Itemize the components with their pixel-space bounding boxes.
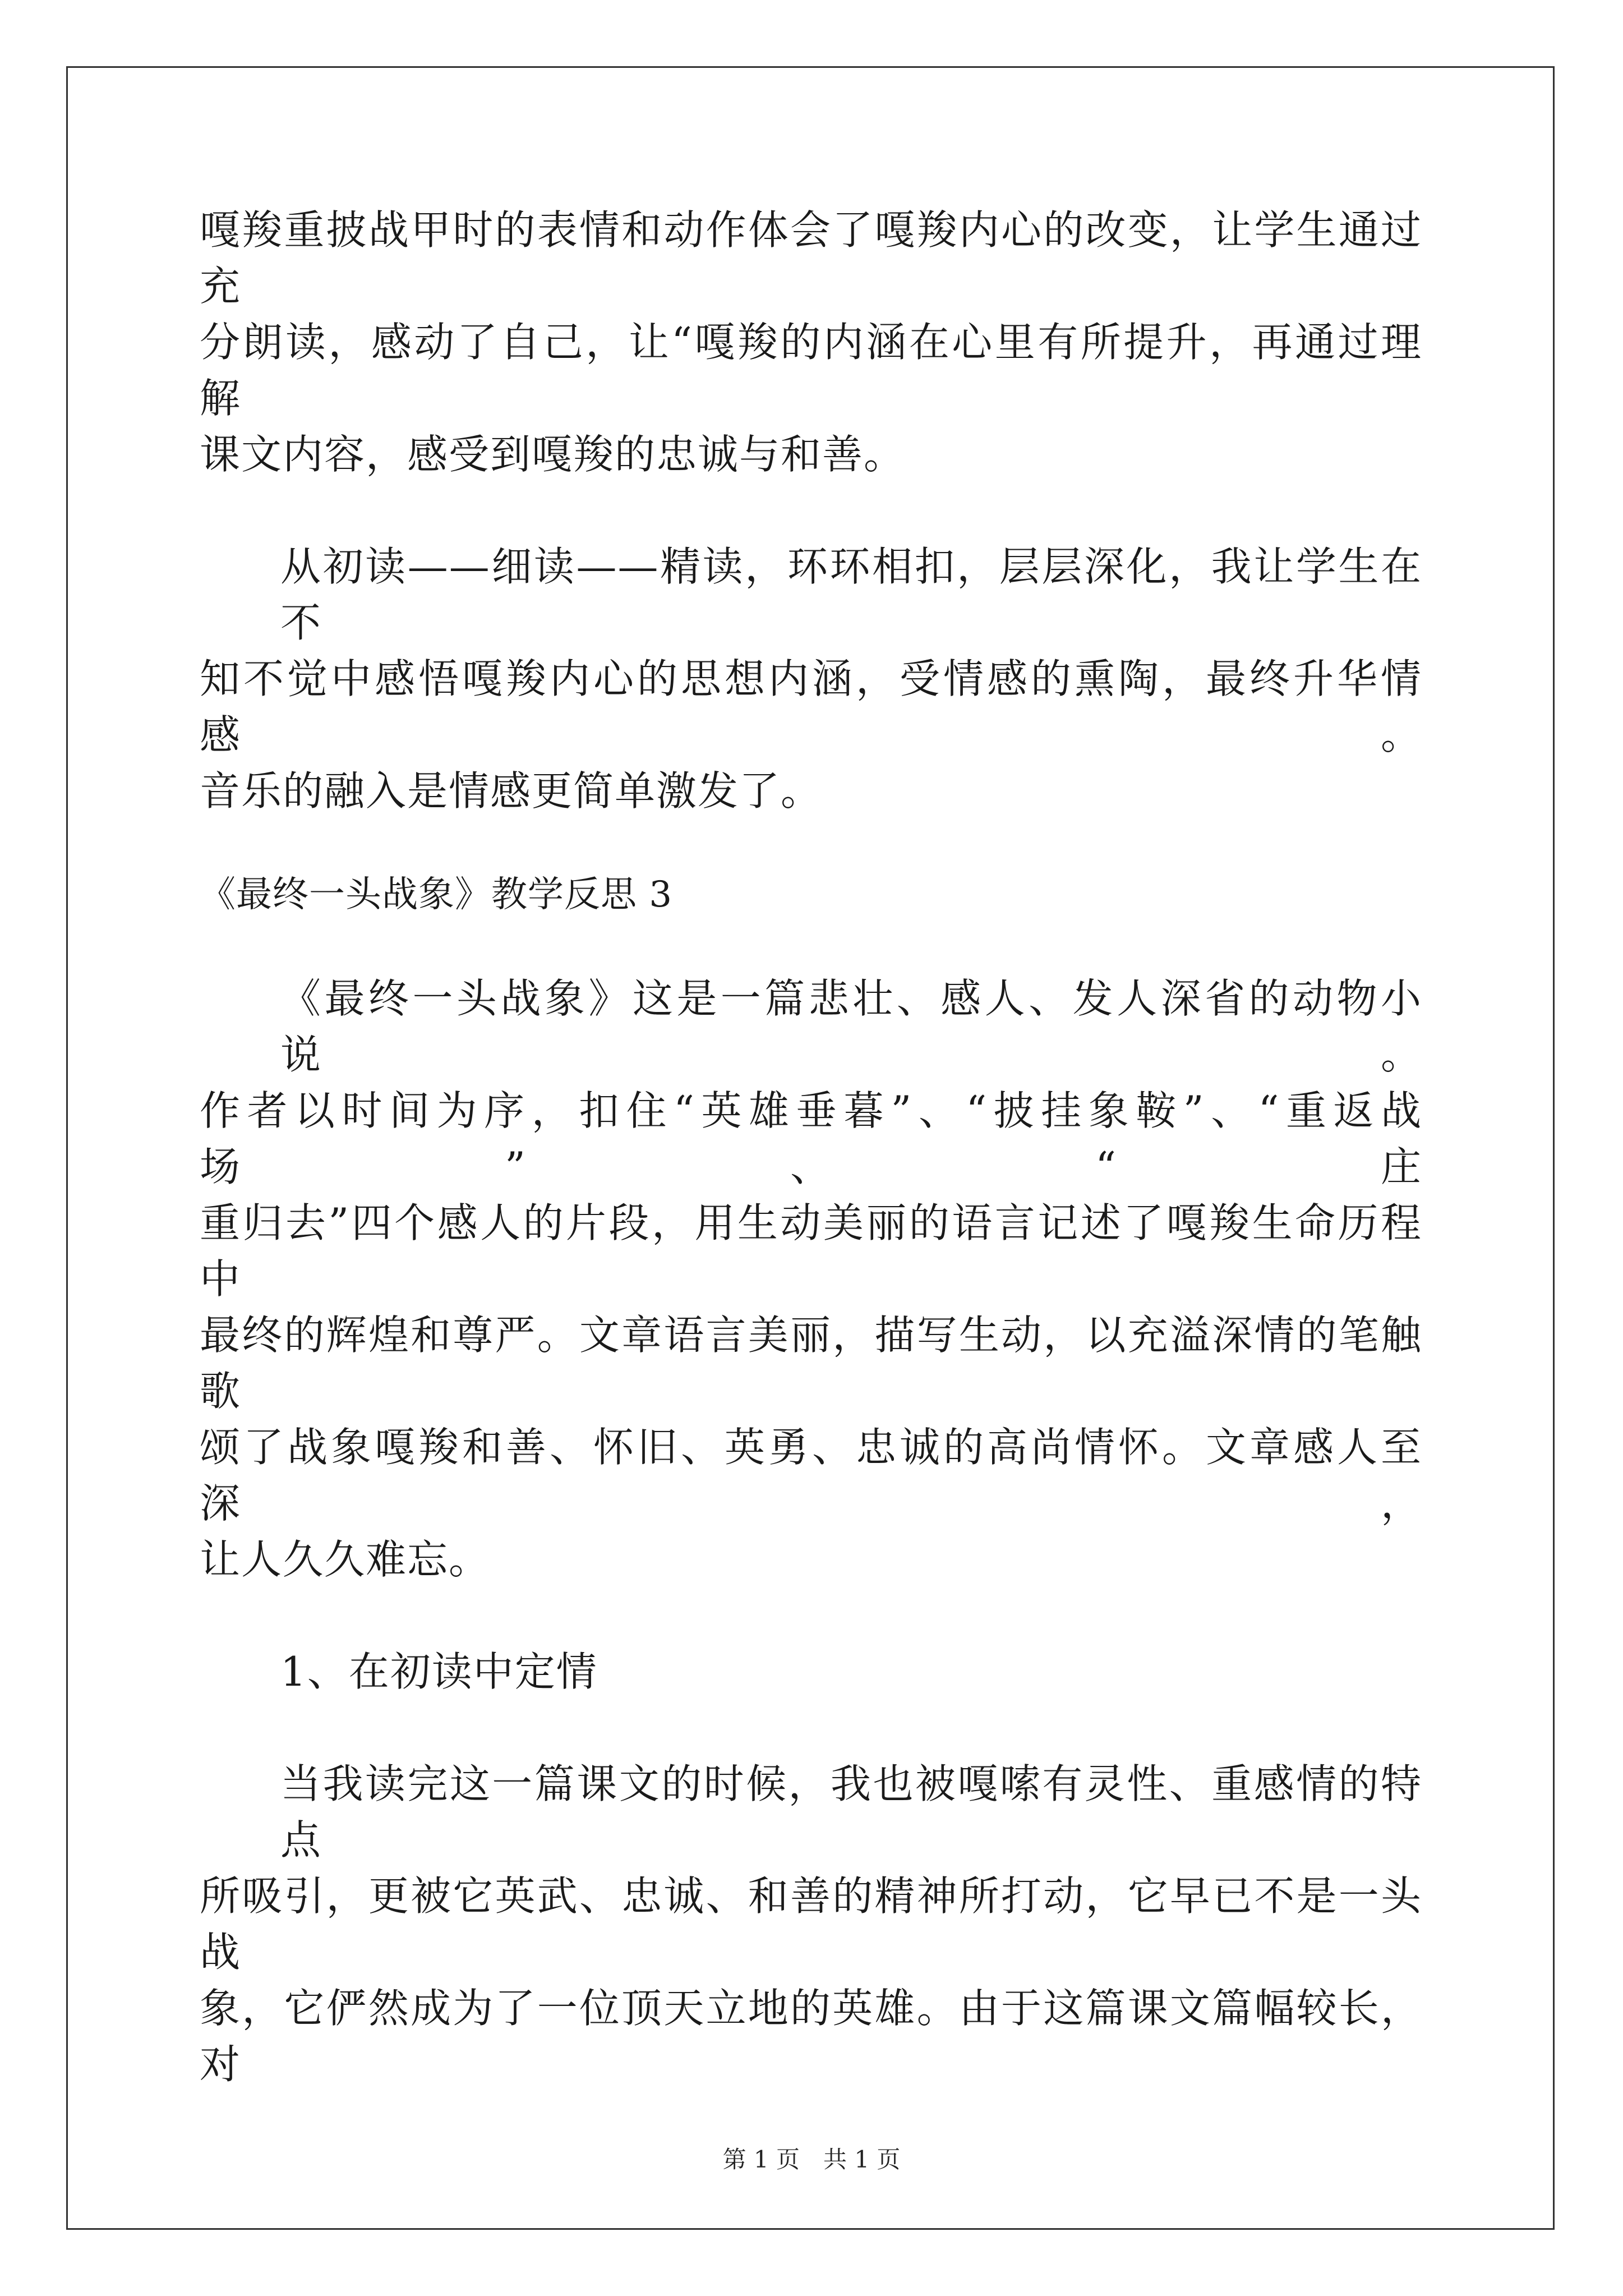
text-line: 最终的辉煌和尊严。文章语言美丽，描写生动，以充溢深情的笔触歌 — [200, 1312, 1422, 1415]
text-line: 音乐的融入是情感更简单激发了。 — [200, 767, 823, 815]
paragraph-start-line: 《最终一头战象》这是一篇悲壮、感人、发人深省的动物小说。 — [280, 975, 1422, 1078]
text-line: 知不觉中感悟嘎羧内心的思想内涵，受情感的熏陶，最终升华情感。 — [200, 655, 1422, 758]
text-line: 分朗读，感动了自己，让“嘎羧的内涵在心里有所提升，再通过理解 — [200, 319, 1422, 422]
text-line: 所吸引，更被它英武、忠诚、和善的精神所打动，它早已不是一头战 — [200, 1872, 1422, 1976]
text-line: 作者以时间为序，扣住“英雄垂暮”、“披挂象鞍”、“重返战场”、“庄 — [200, 1087, 1422, 1190]
text-line: 嘎羧重披战甲时的表情和动作体会了嘎羧内心的改变，让学生通过充 — [200, 206, 1422, 310]
paragraph-start-line: 当我读完这一篇课文的时候，我也被嘎嗦有灵性、重感情的特点 — [280, 1760, 1422, 1864]
text-line: 让人久久难忘。 — [200, 1536, 491, 1583]
text-line: 颂了战象嘎羧和善、怀旧、英勇、忠诚的高尚情怀。文章感人至深， — [200, 1424, 1422, 1527]
text-line: 重归去”四个感人的片段，用生动美丽的语言记述了嘎羧生命历程中 — [200, 1199, 1422, 1303]
text-line: 课文内容，感受到嘎羧的忠诚与和善。 — [200, 431, 906, 478]
text-line: 象，它俨然成为了一位顶天立地的英雄。由于这篇课文篇幅较长，对 — [200, 1985, 1422, 2088]
paragraph-start-line: 从初读——细读——精读，环环相扣，层层深化，我让学生在不 — [280, 543, 1422, 646]
section-heading: 《最终一头战象》教学反思 3 — [200, 874, 673, 915]
subheading: 1、在初读中定情 — [280, 1648, 598, 1695]
page-footer: 第 1 页 共 1 页 — [722, 2146, 901, 2173]
